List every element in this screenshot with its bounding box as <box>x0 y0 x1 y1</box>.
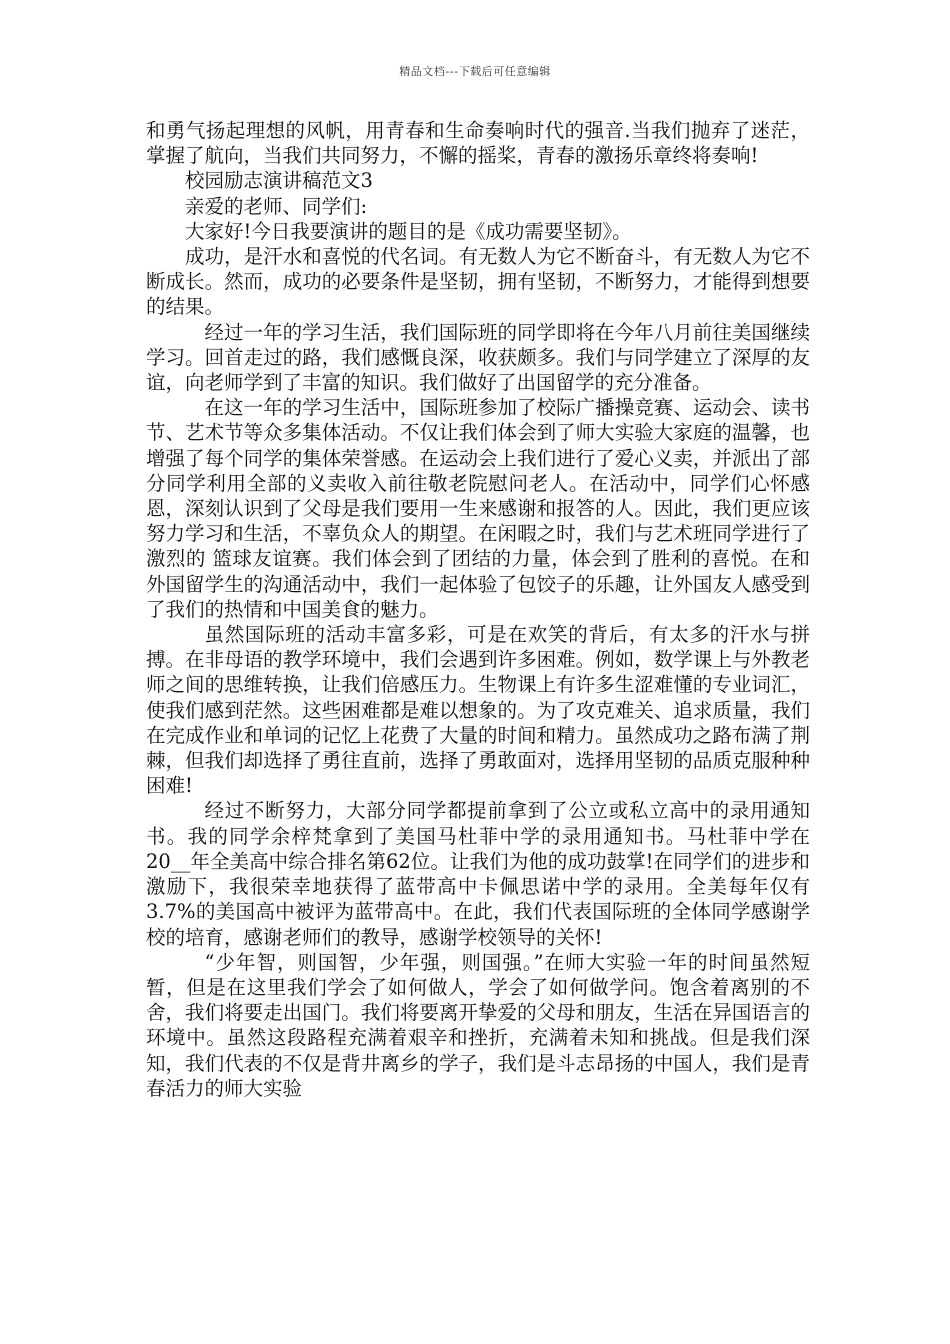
paragraph: 虽然国际班的活动丰富多彩，可是在欢笑的背后，有太多的汗水与拼搏。在非母语的教学环境中，我们会遇到许多困难。例如，数学课上与外教老师之间的思维转换，让我们倍感压力。生物课上有许多生涩难懂的专业词汇，使我们感到茫然。这些困难都是难以想象的。为了攻克难关、追求质量，我们在完成作业和单词的记忆上花费了大量的时间和精力。虽然成功之路布满了荆棘，但我们却选择了勇往直前，选择了勇敢面对，选择用坚韧的品质克服种种困难! <box>146 623 810 798</box>
page-header: 精品文档---下载后可任意编辑 <box>399 65 551 78</box>
section-title: 校园励志演讲稿范文3 <box>185 169 373 193</box>
paragraph: 经过不断努力，大部分同学都提前拿到了公立或私立高中的录用通知书。我的同学余梓梵拿到了美国马杜菲中学的录用通知书。马杜菲中学在20__年全美高中综合排名第62位。让我们为他的成功鼓掌!在同学们的进步和激励下，我很荣幸地获得了蓝带高中卡佩思诺中学的录用。全美每年仅有3.7%的美国高中被评为蓝带高中。在此，我们代表国际班的全体同学感谢学校的培育，感谢老师们的教导，感谢学校领导的关怀! <box>146 799 810 949</box>
greeting-paragraph: 大家好!今日我要演讲的题目的是《成功需要坚韧》。 <box>185 219 632 243</box>
salutation: 亲爱的老师、同学们: <box>185 194 368 218</box>
paragraph-continuation: 和勇气扬起理想的风帆，用青春和生命奏响时代的强音.当我们抛弃了迷茫，掌握了航向，当我们共同努力，不懈的摇桨，青春的激扬乐章终将奏响! <box>146 119 810 168</box>
paragraph: 成功，是汗水和喜悦的代名词。有无数人为它不断奋斗，有无数人为它不断成长。然而，成功的必要条件是坚韧，拥有坚韧，不断努力，才能得到想要的结果。 <box>146 245 810 319</box>
paragraph: 在这一年的学习生活中，国际班参加了校际广播操竞赛、运动会、读书节、艺术节等众多集体活动。不仅让我们体会到了师大实验大家庭的温馨，也增强了每个同学的集体荣誉感。在运动会上我们进行了爱心义卖，并派出了部分同学利用全部的义卖收入前往敬老院慰问老人。在活动中，同学们心怀感恩，深刻认识到了父母是我们要用一生来感谢和报答的人。因此，我们更应该努力学习和生活，不辜负众人的期望。在闲暇之时，我们与艺术班同学进行了激烈的 篮球友谊赛。我们体会到了团结的力量，体会到了胜利的喜悦。在和外国留学生的沟通活动中，我们一起体验了包饺子的乐趣，让外国友人感受到了我们的热情和中国美食的魅力。 <box>146 396 810 621</box>
paragraph: “少年智，则国智，少年强，则国强。”在师大实验一年的时间虽然短暂，但是在这里我们学会了如何做人，学会了如何做学问。饱含着离别的不舍，我们将要走出国门。我们将要离开挚爱的父母和朋友，生活在异国语言的环境中。虽然这段路程充满着艰辛和挫折，充满着未知和挑战。但是我们深知，我们代表的不仅是背井离乡的学子，我们是斗志昂扬的中国人，我们是青春活力的师大实验 <box>146 950 810 1100</box>
paragraph: 经过一年的学习生活，我们国际班的同学即将在今年八月前往美国继续学习。回首走过的路，我们感慨良深，收获颇多。我们与同学建立了深厚的友谊，向老师学到了丰富的知识。我们做好了出国留学的充分准备。 <box>146 320 810 395</box>
document-body <box>146 118 810 1101</box>
